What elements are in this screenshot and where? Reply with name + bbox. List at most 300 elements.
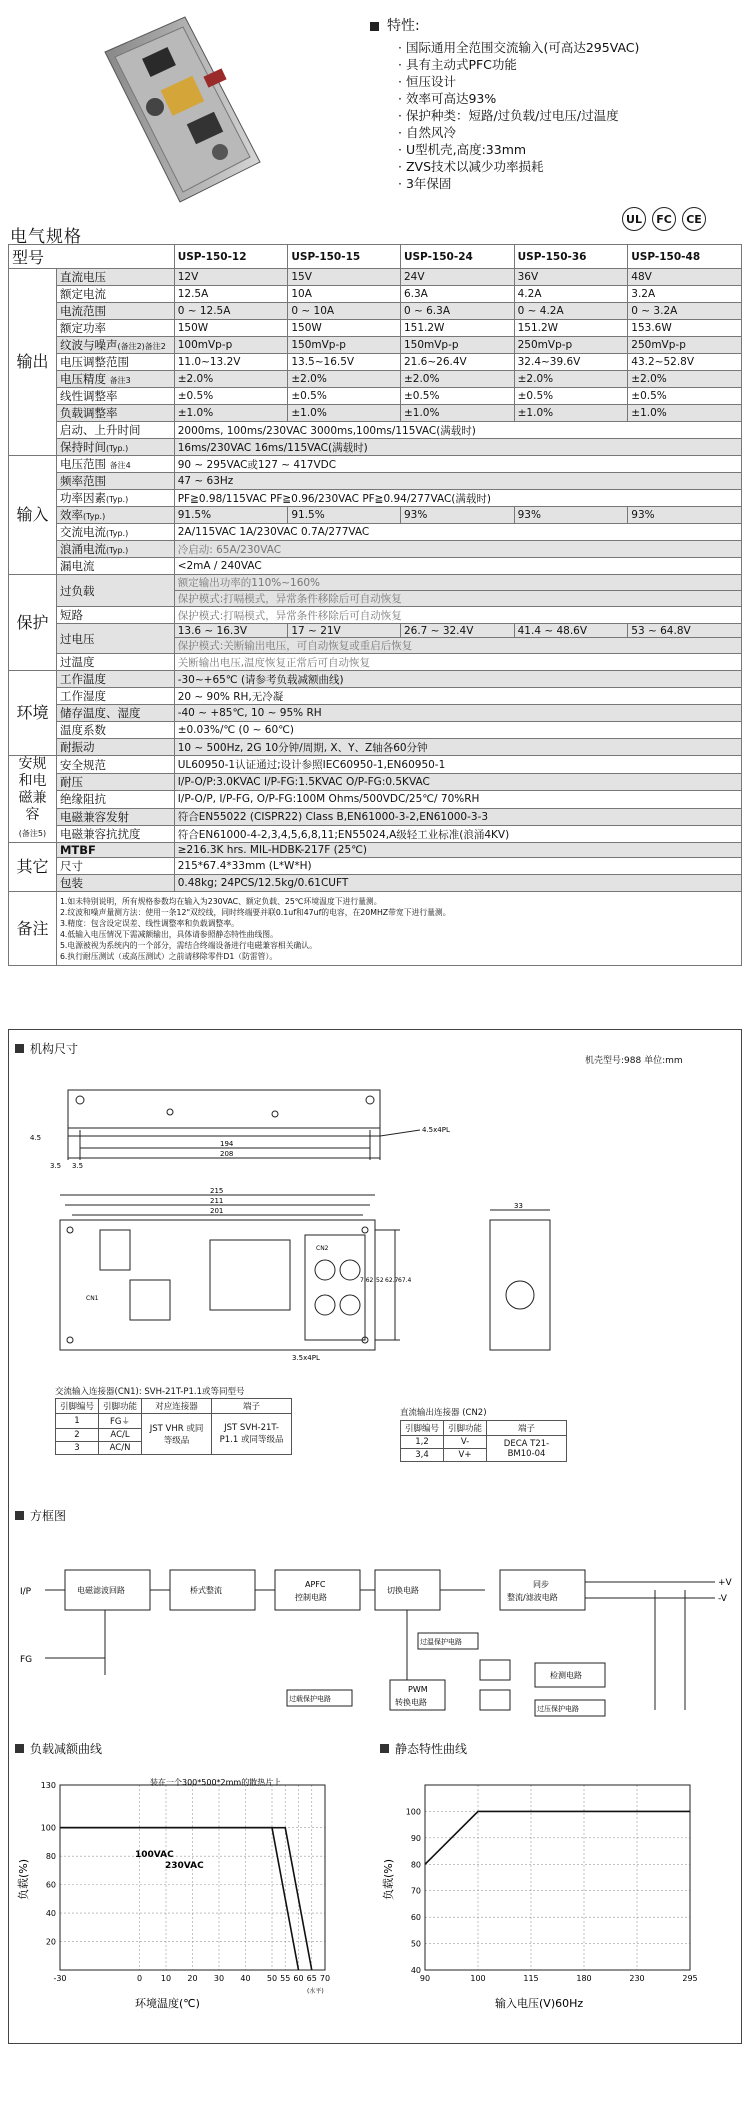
dim-label: 52	[376, 1277, 384, 1284]
y-tick-label: 90	[410, 1833, 421, 1843]
cell: 引脚功能	[99, 1399, 142, 1414]
cell: 90 ~ 295VAC或127 ~ 417VDC	[174, 456, 741, 473]
cell: DECA T21-BM10-04	[487, 1436, 567, 1462]
derating-xlabel: 环境温度(℃)	[135, 1997, 200, 2010]
static-chart	[380, 1755, 710, 2025]
row-label	[56, 490, 174, 507]
x-tick-label: 180	[576, 1974, 592, 1983]
row-note: (Typ.)	[105, 529, 129, 538]
model-name: USP-150-15	[288, 245, 401, 269]
dim-label: 201	[210, 1207, 224, 1215]
y-tick-label: 80	[410, 1860, 421, 1870]
row-label-text: 保持时间	[59, 440, 106, 454]
table-row	[9, 739, 742, 756]
row-label	[56, 371, 174, 388]
connector-label: CN2	[316, 1245, 329, 1252]
cell: 关断输出电压,温度恢复正常后可自动恢复	[174, 654, 741, 671]
cell: 43.2~52.8V	[628, 354, 742, 371]
cell: 端子	[487, 1421, 567, 1436]
note-line: 6.执行耐压测试（或高压测试）之前请移除零件D1（防雷管）。	[59, 951, 278, 961]
row-label-text: 电压范围	[59, 457, 106, 471]
connector-label: CN1	[86, 1295, 99, 1302]
row-label	[56, 439, 174, 456]
row-label-text: 纹波与噪声	[59, 338, 118, 352]
cell: 0 ~ 4.2A	[514, 303, 628, 320]
table-row	[9, 705, 742, 722]
bullet-square-icon	[15, 1044, 24, 1053]
table-row	[9, 337, 742, 354]
static-heading: 静态特性曲线	[380, 1740, 467, 1757]
row-note: (Typ.)	[105, 495, 129, 504]
cell: ±0.5%	[628, 388, 742, 405]
x-tick-label: 10	[160, 1974, 172, 1983]
cell: ±2.0%	[514, 371, 628, 388]
row-label: 储存温度、湿度	[56, 705, 174, 722]
table-row	[9, 456, 742, 473]
row-label: 线性调整率	[56, 388, 174, 405]
derating-ylabel: 负载(%)	[17, 1858, 30, 1900]
bullet-square-icon	[15, 1511, 24, 1520]
cell: ±1.0%	[174, 405, 288, 422]
feature-item: · 具有主动式PFC功能	[398, 56, 740, 73]
derating-chart	[15, 1755, 345, 2025]
row-label: 电磁兼容发射	[56, 808, 174, 825]
cell: 对应连接器	[142, 1399, 212, 1414]
fg-label: FG	[20, 1655, 33, 1665]
row-label: MTBF	[56, 843, 174, 858]
dim-label: 67.4	[398, 1277, 412, 1284]
note-line: 3.精度：包含设定误差、线性调整率和负载调整率。	[59, 918, 239, 928]
feature-item: · ZVS技术以减少功率损耗	[398, 158, 740, 175]
static-ylabel: 负载(%)	[382, 1858, 395, 1900]
dim-label: 33	[514, 1202, 523, 1210]
cell: ±1.0%	[628, 405, 742, 422]
row-label: 尺寸	[56, 858, 174, 875]
cell: PF≧0.98/115VAC PF≧0.96/230VAC PF≧0.94/277VAC(满载时)	[174, 490, 741, 507]
side-view	[68, 1090, 420, 1160]
row-label	[56, 507, 174, 524]
cell: 26.7 ~ 32.4V	[400, 624, 514, 638]
x-tick-label: 50	[266, 1974, 278, 1983]
cn1-table	[55, 1398, 292, 1455]
table-row	[9, 575, 742, 591]
table-row	[9, 843, 742, 858]
cell: 1	[56, 1414, 99, 1429]
product-photo	[95, 12, 295, 207]
row-note: (Typ.)	[105, 444, 129, 453]
row-label: 工作湿度	[56, 688, 174, 705]
group-input: 输入	[9, 456, 57, 575]
cell: ±0.5%	[174, 388, 288, 405]
table-row	[9, 524, 742, 541]
cell: ±0.03%/℃ (0 ~ 60℃)	[174, 722, 741, 739]
cell: 额定输出功率的110%~160%	[174, 575, 741, 591]
cell: UL60950-1认证通过;设计参照IEC60950-1,EN60950-1	[174, 756, 741, 773]
cell: 0 ~ 3.2A	[628, 303, 742, 320]
series-line-230vac	[60, 1828, 312, 1970]
row-note: 备注4	[109, 461, 131, 470]
bullet-square-icon	[370, 22, 379, 31]
cell: 41.4 ~ 48.6V	[514, 624, 628, 638]
row-label: 短路	[56, 607, 174, 624]
cell: 53 ~ 64.8V	[628, 624, 742, 638]
row-label: 过电压	[56, 624, 174, 654]
table-row	[9, 671, 742, 688]
block-pwm-conv: 转换电路	[395, 1698, 427, 1707]
table-row	[9, 490, 742, 507]
case-label: 机壳型号:988 单位:mm	[585, 1056, 683, 1066]
cell: 11.0~13.2V	[174, 354, 288, 371]
cell: I/P-O/P, I/P-FG, O/P-FG:100M Ohms/500VDC/25℃/ 70%RH	[174, 791, 741, 808]
row-label: 过负载	[56, 575, 174, 607]
y-tick-label: 80	[45, 1852, 56, 1862]
cell: 0.48kg; 24PCS/12.5kg/0.61CUFT	[174, 875, 741, 892]
ul-logo-icon: UL	[622, 207, 646, 231]
cell: 10A	[288, 286, 401, 303]
cell: 符合EN55022 (CISPR22) Class B,EN61000-3-2,EN61000-3-3	[174, 808, 741, 825]
cell: 21.6~26.4V	[400, 354, 514, 371]
model-header-row	[9, 245, 742, 269]
table-row	[9, 541, 742, 558]
ip-label: I/P	[20, 1587, 32, 1597]
cell: 引脚功能	[444, 1421, 487, 1436]
cell: 47 ~ 63Hz	[174, 473, 741, 490]
cell: 引脚编号	[401, 1421, 444, 1436]
feature-item: · 国际通用全范围交流输入(可高达295VAC)	[398, 39, 740, 56]
fcc-logo-icon: FC	[652, 207, 676, 231]
cell: 250mVp-p	[514, 337, 628, 354]
table-row	[9, 354, 742, 371]
cell: 冷启动: 65A/230VAC	[174, 541, 741, 558]
features-panel	[370, 18, 740, 192]
row-label: 负载调整率	[56, 405, 174, 422]
cell: 32.4~39.6V	[514, 354, 628, 371]
model-name: USP-150-36	[514, 245, 628, 269]
features-heading: 特性:	[370, 18, 740, 35]
cell: JST SVH-21T-P1.1 或同等级品	[212, 1414, 292, 1455]
row-label-text: 交流电流	[59, 525, 106, 539]
cell: 2A/115VAC 1A/230VAC 0.7A/277VAC	[174, 524, 741, 541]
dim-label: 215	[210, 1187, 224, 1195]
block-pwm: PWM	[408, 1685, 428, 1694]
cell: 保护模式:关断输出电压，可自动恢复或重启后恢复	[174, 638, 741, 654]
cell: AC/L	[99, 1429, 142, 1442]
features-list	[398, 39, 740, 192]
x-tick-label: 60	[293, 1974, 304, 1983]
series-line-100vac	[60, 1828, 299, 1970]
cell: ±1.0%	[400, 405, 514, 422]
cell: 150mVp-p	[400, 337, 514, 354]
x-tick-label: 230	[629, 1974, 645, 1983]
y-tick-label: 40	[45, 1909, 56, 1919]
x-tick-label: 90	[419, 1974, 431, 1983]
group-safety	[9, 756, 57, 843]
table-row	[9, 858, 742, 875]
table-row	[9, 422, 742, 439]
dim-label: 211	[210, 1197, 224, 1205]
dim-label: 62.7	[385, 1277, 399, 1284]
row-label: 直流电压	[56, 269, 174, 286]
row-label: 电流范围	[56, 303, 174, 320]
cell: 3,4	[401, 1449, 444, 1462]
cell: 15V	[288, 269, 401, 286]
cell: 12.5A	[174, 286, 288, 303]
model-name: USP-150-48	[628, 245, 742, 269]
x-tick-label: 20	[187, 1974, 198, 1983]
block-heading: 方框图	[15, 1507, 66, 1524]
cell: 91.5%	[174, 507, 288, 524]
table-row	[9, 624, 742, 638]
y-tick-label: 40	[410, 1966, 421, 1975]
row-label: 过温度	[56, 654, 174, 671]
x-tick-label: 0	[136, 1974, 143, 1983]
x-tick-label: -30	[53, 1974, 67, 1983]
cell: ±2.0%	[400, 371, 514, 388]
cn1-title: 交流输入连接器(CN1): SVH-21T-P1.1或等同型号	[55, 1387, 245, 1397]
group-environment: 环境	[9, 671, 57, 756]
static-xlabel: 输入电压(V)60Hz	[495, 1997, 584, 2010]
row-label: 频率范围	[56, 473, 174, 490]
block-rect: 整流/滤波电路	[507, 1593, 558, 1602]
row-note: (备注2)备注2	[117, 342, 166, 351]
x-tick-label: 295	[682, 1974, 698, 1983]
cell: ±2.0%	[288, 371, 401, 388]
vminus-label: -V	[718, 1594, 727, 1604]
x-tick-label: 115	[523, 1974, 539, 1983]
derating-xnote: (水平)	[307, 1988, 324, 1995]
cell: FG⏚	[99, 1414, 142, 1429]
cell: 0 ~ 10A	[288, 303, 401, 320]
x-tick-label: 100	[470, 1974, 486, 1983]
block-detect: 检测电路	[550, 1671, 582, 1680]
cell: 1,2	[401, 1436, 444, 1449]
group-safety-note: (备注5)	[18, 829, 47, 839]
feature-item: · U型机壳,高度:33mm	[398, 141, 740, 158]
cell: 150mVp-p	[288, 337, 401, 354]
cell: 215*67.4*33mm (L*W*H)	[174, 858, 741, 875]
certification-logos	[622, 207, 706, 231]
cell: 保护模式:打嗝模式，异常条件移除后可自动恢复	[174, 607, 741, 624]
row-note: 备注3	[109, 376, 131, 385]
block-bridge: 桥式整流	[190, 1586, 222, 1595]
row-label	[56, 456, 174, 473]
cell: 保护模式:打嗝模式，异常条件移除后可自动恢复	[174, 591, 741, 607]
table-row	[9, 875, 742, 892]
table-row	[9, 388, 742, 405]
table-row	[9, 371, 742, 388]
row-note: (Typ.)	[105, 546, 129, 555]
y-tick-label: 70	[410, 1886, 421, 1896]
group-safety-text: 安规和电磁兼容	[18, 756, 47, 824]
row-label: 温度系数	[56, 722, 174, 739]
cell: ±2.0%	[174, 371, 288, 388]
table-row	[9, 607, 742, 624]
row-label-text: 浪涌电流	[59, 542, 106, 556]
vplus-label: +V	[718, 1578, 732, 1588]
y-tick-label: 100	[40, 1823, 56, 1833]
cell: 93%	[514, 507, 628, 524]
row-label: 耐压	[56, 773, 174, 790]
cell: 48V	[628, 269, 742, 286]
dim-label: 208	[220, 1150, 234, 1158]
cell: 12V	[174, 269, 288, 286]
row-label: 电磁兼容抗扰度	[56, 825, 174, 842]
model-label: 型号	[9, 245, 175, 269]
cell: JST VHR 或同等级品	[142, 1414, 212, 1455]
y-tick-label: 50	[410, 1939, 421, 1949]
x-tick-label: 55	[280, 1974, 291, 1983]
cell: <2mA / 240VAC	[174, 558, 741, 575]
x-tick-label: 70	[319, 1974, 331, 1983]
note-line: 5.电源被视为系统内的一个部分，需结合终端设备进行电磁兼容相关确认。	[59, 940, 317, 950]
table-row	[9, 654, 742, 671]
model-name: USP-150-12	[174, 245, 288, 269]
cell: 150W	[174, 320, 288, 337]
row-label: 额定电流	[56, 286, 174, 303]
feature-item: · 3年保固	[398, 175, 740, 192]
group-output: 输出	[9, 269, 57, 456]
derating-annotation: 装在一个300*500*2mm的散热片上	[150, 1778, 282, 1787]
cell: 0 ~ 12.5A	[174, 303, 288, 320]
cell: 2000ms, 100ms/230VAC 3000ms,100ms/115VAC(满载时)	[174, 422, 741, 439]
table-row	[9, 405, 742, 422]
cell: 24V	[400, 269, 514, 286]
feature-item: · 效率可高达93%	[398, 90, 740, 107]
series-label-230vac: 230VAC	[165, 1861, 204, 1871]
block-otp: 过温保护电路	[420, 1638, 462, 1646]
table-row	[9, 688, 742, 705]
x-tick-label: 65	[306, 1974, 317, 1983]
cell: 3	[56, 1442, 99, 1455]
cell: ±1.0%	[288, 405, 401, 422]
note-line: 2.纹波和噪声量测方法：使用一条12"双绞线，同时终端要并联0.1uf和47uf的电容，在20MHZ带宽下进行量测。	[59, 907, 451, 917]
row-label: 额定功率	[56, 320, 174, 337]
cell: ≥216.3K hrs. MIL-HDBK-217F (25℃)	[174, 843, 741, 858]
row-label-text: 电压精度	[59, 372, 106, 386]
cell: 93%	[628, 507, 742, 524]
row-label	[56, 541, 174, 558]
x-tick-label: 30	[213, 1974, 225, 1983]
y-tick-label: 130	[40, 1781, 56, 1790]
cell: -40 ~ +85℃, 10 ~ 95% RH	[174, 705, 741, 722]
spec-title: 电气规格	[10, 227, 82, 247]
table-row	[9, 320, 742, 337]
dim-label: 4.5	[30, 1134, 42, 1142]
cell: 3.2A	[628, 286, 742, 303]
cell: 13.6 ~ 16.3V	[174, 624, 288, 638]
cell: 符合EN61000-4-2,3,4,5,6,8,11;EN55024,A级轻工业标准(浪涌4KV)	[174, 825, 741, 842]
cell: 20 ~ 90% RH,无冷凝	[174, 688, 741, 705]
cell: 2	[56, 1429, 99, 1442]
table-row	[9, 791, 742, 808]
feature-item: · 保护种类：短路/过负载/过电压/过温度	[398, 107, 740, 124]
table-row	[9, 286, 742, 303]
block-ovp: 过压保护电路	[537, 1705, 579, 1713]
table-row	[9, 269, 742, 286]
bullet-square-icon	[15, 1744, 24, 1753]
row-label-text: 效率	[59, 508, 83, 522]
cell: 93%	[400, 507, 514, 524]
row-label	[56, 337, 174, 354]
cell: 151.2W	[514, 320, 628, 337]
cell: 100mVp-p	[174, 337, 288, 354]
notes-cell	[56, 892, 741, 966]
block-switch: 切换电路	[387, 1586, 419, 1595]
block-apfc-ctrl: 控制电路	[295, 1593, 327, 1602]
row-label: 耐振动	[56, 739, 174, 756]
table-row	[9, 756, 742, 773]
block-olp: 过载保护电路	[289, 1695, 331, 1703]
block-emi: 电磁滤波回路	[77, 1586, 125, 1595]
cell: 0 ~ 6.3A	[400, 303, 514, 320]
cell: ±0.5%	[288, 388, 401, 405]
cell: 6.3A	[400, 286, 514, 303]
cell: 250mVp-p	[628, 337, 742, 354]
note-line: 1.如未特别说明，所有规格参数均在输入为230VAC、额定负载、25℃环境温度下进行量测。	[59, 896, 382, 906]
feature-item: · 恒压设计	[398, 73, 740, 90]
cell: ±1.0%	[514, 405, 628, 422]
table-row	[9, 507, 742, 524]
block-apfc: APFC	[305, 1580, 326, 1589]
block-diagram	[15, 1530, 735, 1720]
derating-heading: 负载减额曲线	[15, 1740, 102, 1757]
row-label: 包装	[56, 875, 174, 892]
ce-logo-icon: CE	[682, 207, 706, 231]
row-label: 安全规范	[56, 756, 174, 773]
cell: -30~+65℃ (请参考负载减额曲线)	[174, 671, 741, 688]
group-others: 其它	[9, 843, 57, 892]
row-label: 电压调整范围	[56, 354, 174, 371]
cn2-table	[400, 1420, 567, 1462]
table-row	[9, 303, 742, 320]
group-note: 备注	[9, 892, 57, 966]
cell: V-	[444, 1436, 487, 1449]
cell: I/P-O/P:3.0KVAC I/P-FG:1.5KVAC O/P-FG:0.5KVAC	[174, 773, 741, 790]
row-label: 工作温度	[56, 671, 174, 688]
cell: 10 ~ 500Hz, 2G 10分钟/周期, X、Y、Z轴各60分钟	[174, 739, 741, 756]
y-tick-label: 60	[410, 1913, 421, 1923]
cell: ±0.5%	[400, 388, 514, 405]
dim-label: 194	[220, 1140, 234, 1148]
y-tick-label: 100	[405, 1807, 421, 1817]
dim-label: 3.5x4PL	[292, 1354, 320, 1362]
feature-item: · 自然风冷	[398, 124, 740, 141]
cell: ±0.5%	[514, 388, 628, 405]
cell: 153.6W	[628, 320, 742, 337]
dim-label: 7.62	[360, 1277, 374, 1284]
top-view	[60, 1195, 550, 1350]
row-label: 启动、上升时间	[56, 422, 174, 439]
block-sync: 同步	[533, 1580, 549, 1589]
row-label-text: 功率因素	[59, 491, 106, 505]
dim-label: 4.5x4PL	[422, 1126, 450, 1134]
dim-label: 3.5	[50, 1162, 62, 1170]
y-tick-label: 60	[45, 1880, 56, 1890]
table-row	[9, 808, 742, 825]
row-label	[56, 524, 174, 541]
table-row	[9, 825, 742, 842]
group-protection: 保护	[9, 575, 57, 671]
bullet-square-icon	[380, 1744, 389, 1753]
note-line: 4.低输入电压情况下需减额输出，具体请参照静态特性曲线图。	[59, 929, 278, 939]
model-name: USP-150-24	[400, 245, 514, 269]
y-tick-label: 20	[45, 1937, 56, 1947]
cell: 16ms/230VAC 16ms/115VAC(满载时)	[174, 439, 741, 456]
cell: 引脚编号	[56, 1399, 99, 1414]
cell: 17 ~ 21V	[288, 624, 401, 638]
cell: 13.5~16.5V	[288, 354, 401, 371]
cell: 36V	[514, 269, 628, 286]
